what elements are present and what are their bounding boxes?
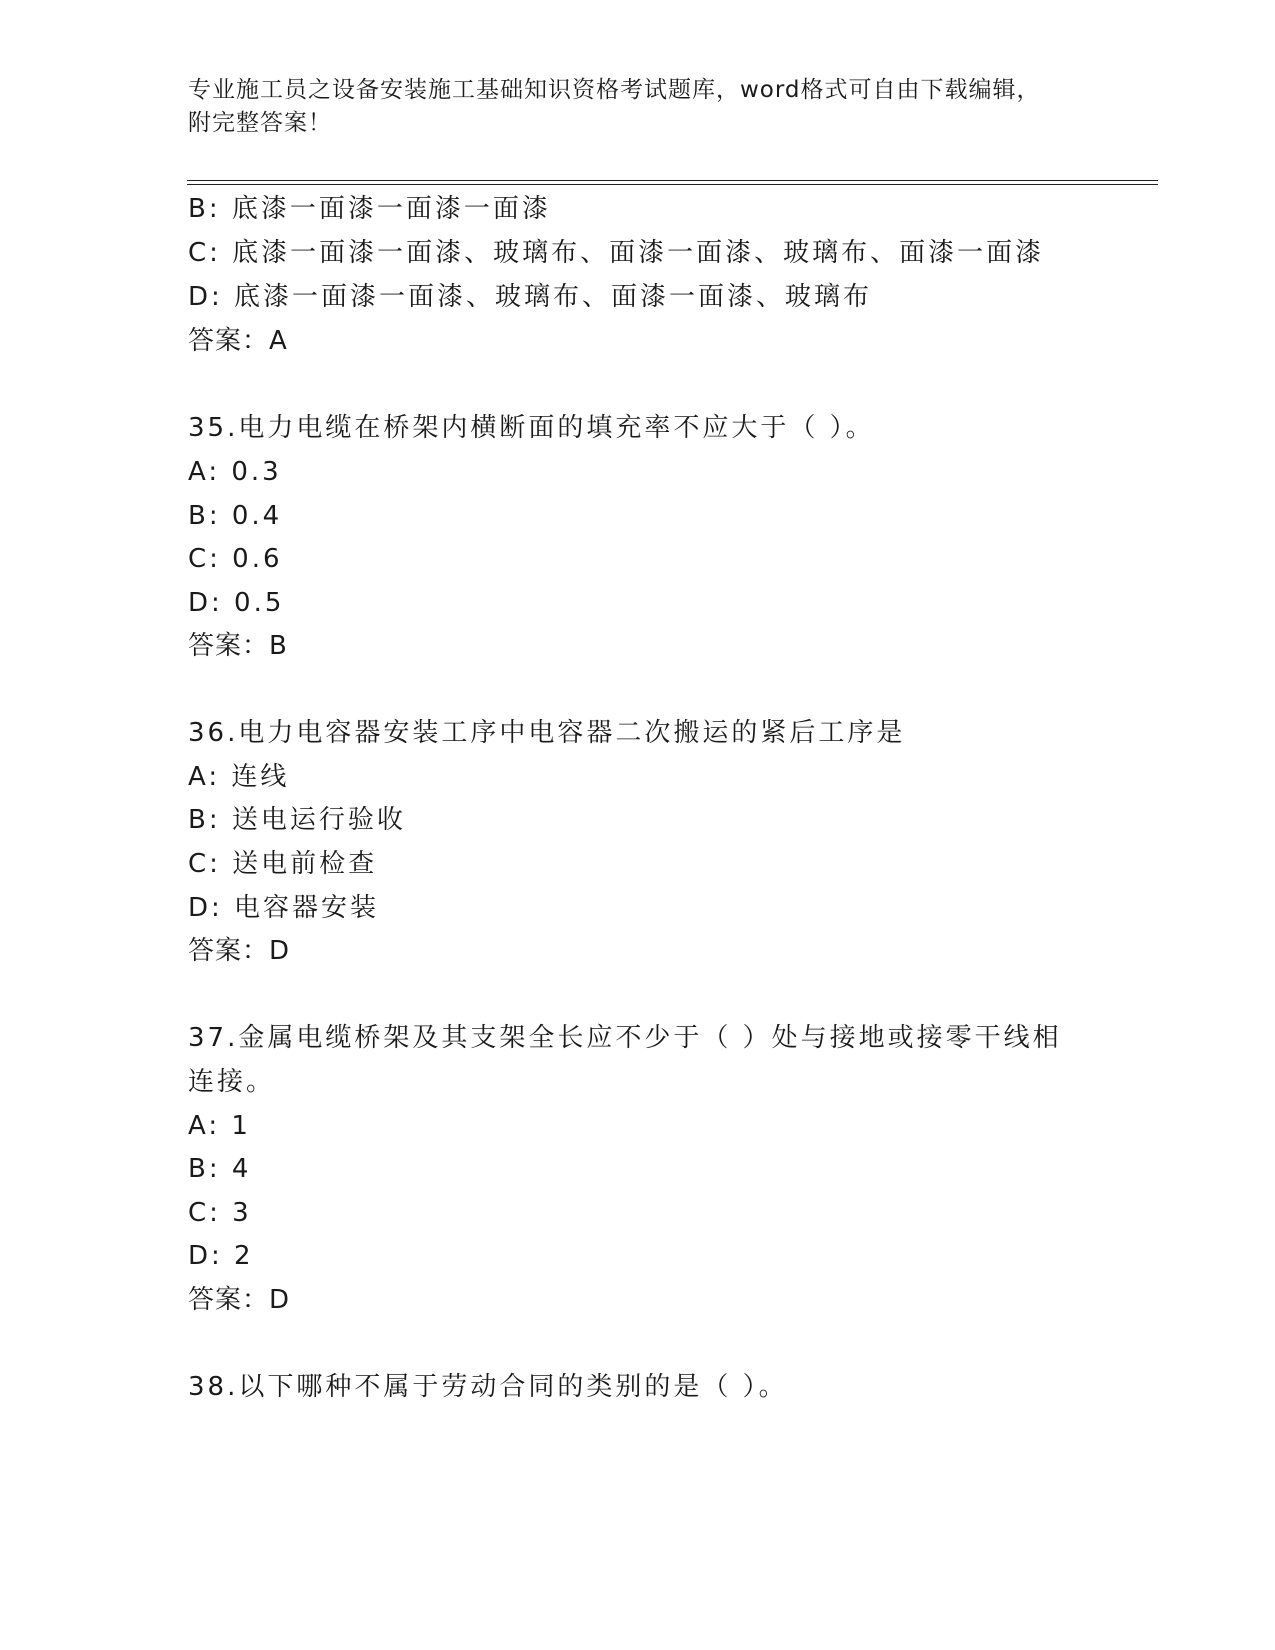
- q37-option-b: B: 4: [188, 1154, 252, 1184]
- q34-option-d: D: 底漆一面漆一面漆、玻璃布、面漆一面漆、玻璃布: [188, 282, 873, 312]
- header-line-1: 专业施工员之设备安装施工基础知识资格考试题库，word格式可自由下载编辑，: [188, 77, 1041, 103]
- q36-option-c: C: 送电前检查: [188, 849, 378, 879]
- q37-option-c: C: 3: [188, 1198, 252, 1228]
- page-header: [188, 74, 1088, 140]
- q34-option-c: C: 底漆一面漆一面漆、玻璃布、面漆一面漆、玻璃布、面漆一面漆: [188, 238, 1045, 268]
- q34-answer: 答案：A: [188, 326, 288, 356]
- q37-option-a: A: 1: [188, 1111, 251, 1141]
- header-line-2: 附完整答案！: [188, 110, 332, 136]
- q37-stem-line-1: 37.金属电缆桥架及其支架全长应不少于（ ）处与接地或接零干线相: [188, 1023, 1062, 1053]
- q34-option-b: B: 底漆一面漆一面漆一面漆: [188, 194, 551, 224]
- q36-option-b: B: 送电运行验收: [188, 805, 406, 835]
- q38-stem: 38.以下哪种不属于劳动合同的类别的是（ ）。: [188, 1372, 788, 1402]
- header-divider-bottom: [187, 184, 1158, 185]
- q36-option-a: A: 连线: [188, 762, 290, 792]
- q35-answer: 答案：B: [188, 631, 288, 661]
- q35-option-c: C: 0.6: [188, 544, 283, 574]
- q37-option-d: D: 2: [188, 1241, 254, 1271]
- q37-stem-line-2: 连接。: [188, 1067, 276, 1097]
- header-divider-top: [187, 180, 1158, 181]
- q36-answer: 答案：D: [188, 936, 291, 966]
- q35-option-d: D: 0.5: [188, 588, 285, 618]
- q35-stem: 35.电力电缆在桥架内横断面的填充率不应大于（ ）。: [188, 413, 875, 443]
- q35-option-a: A: 0.3: [188, 457, 282, 487]
- q36-stem: 36.电力电容器安装工序中电容器二次搬运的紧后工序是: [188, 718, 906, 748]
- q35-option-b: B: 0.4: [188, 501, 283, 531]
- q36-option-d: D: 电容器安装: [188, 893, 380, 923]
- q37-answer: 答案：D: [188, 1285, 291, 1315]
